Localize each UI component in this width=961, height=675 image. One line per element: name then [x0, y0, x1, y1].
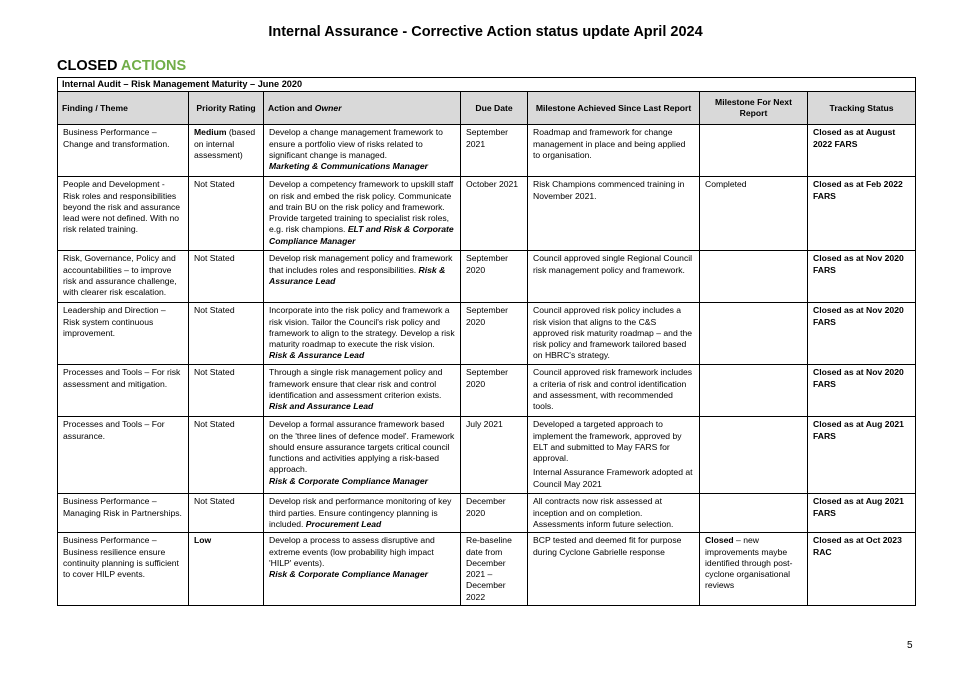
header-tracking-status: Tracking Status: [808, 92, 916, 125]
milestone-next-text: Completed: [705, 179, 747, 190]
cell-milestone-achieved: [528, 494, 700, 533]
milestone-achieved-extra: Internal Assurance Framework adopted at Council May 2021: [533, 467, 693, 489]
cell-action: [264, 303, 461, 365]
table-row: [58, 533, 916, 606]
milestone-achieved-text: Council approved risk policy includes a risk vision that aligns to the C&S approved risk maturity roadmap – and the risk policy and framework tailored based on HBRC's strategy.: [533, 305, 693, 361]
cell-finding: Risk, Governance, Policy and accountabilities – to improve risk and assurance challenge, with clearer risk escalation.: [58, 251, 189, 303]
action-text: Develop a process to assess disruptive and extreme events (low probability high impact 'HILP' events).: [269, 535, 435, 568]
cell-finding: Business Performance – Change and transformation.: [58, 125, 189, 177]
cell-milestone-achieved: [528, 125, 700, 177]
page-number: 5: [907, 640, 913, 651]
action-text: Develop risk and performance monitoring of key third parties. Ensure contingency planning is included.: [269, 496, 452, 529]
priority-text: Not Stated: [194, 367, 235, 378]
milestone-next-emphasis: Closed: [705, 535, 734, 546]
cell-action: [264, 533, 461, 606]
header-priority: Priority Rating: [189, 92, 264, 125]
cell-milestone-next: [700, 251, 808, 303]
cell-finding: Leadership and Direction – Risk system continuous improvement.: [58, 303, 189, 365]
action-text: Develop a formal assurance framework based on the 'three lines of defence model'. Framework should ensure assurance targets critical council functions and activities applying a risk-based approach.: [269, 419, 455, 475]
section-title-actions: ACTIONS: [120, 58, 187, 74]
cell-milestone-achieved: [528, 417, 700, 494]
cell-due-date: September 2020: [461, 365, 528, 417]
priority-emphasis: Low: [194, 535, 212, 546]
cell-tracking-status: Closed as at Nov 2020 FARS: [808, 365, 916, 417]
cell-tracking-status: Closed as at August 2022 FARS: [808, 125, 916, 177]
cell-tracking-status: Closed as at Feb 2022 FARS: [808, 177, 916, 251]
priority-text: Not Stated: [194, 253, 235, 264]
milestone-achieved-text: All contracts now risk assessed at inception and on completion. Assessments inform future selection.: [533, 496, 674, 529]
cell-priority: [189, 365, 264, 417]
milestone-achieved-text: Developed a targeted approach to implement the framework, approved by ELT and submitted to May FARS for approval.: [533, 419, 682, 464]
cell-tracking-status: Closed as at Nov 2020 FARS: [808, 251, 916, 303]
cell-milestone-next: [700, 125, 808, 177]
header-action: [264, 92, 461, 125]
action-owner: Risk & Assurance Lead: [269, 264, 446, 286]
cell-tracking-status: Closed as at Aug 2021 FARS: [808, 494, 916, 533]
action-text: Develop a change management framework to ensure a portfolio view of risks related to significant change is managed.: [269, 127, 443, 160]
priority-text: Not Stated: [194, 179, 235, 190]
header-due-date: Due Date: [461, 92, 528, 125]
table-row: [58, 417, 916, 494]
cell-finding: Processes and Tools – For assurance.: [58, 417, 189, 494]
milestone-achieved-text: Risk Champions commenced training in November 2021.: [533, 179, 685, 201]
milestone-achieved-text: BCP tested and deemed fit for purpose during Cyclone Gabrielle response: [533, 535, 682, 557]
cell-milestone-achieved: [528, 177, 700, 251]
cell-milestone-next: [700, 365, 808, 417]
cell-milestone-achieved: [528, 533, 700, 606]
cell-action: [264, 417, 461, 494]
action-owner: Risk and Assurance Lead: [269, 401, 374, 412]
cell-action: [264, 365, 461, 417]
page-title: Internal Assurance - Corrective Action status update April 2024: [268, 24, 703, 40]
cell-tracking-status: Closed as at Aug 2021 FARS: [808, 417, 916, 494]
cell-due-date: Re-baseline date from December 2021 – December 2022: [461, 533, 528, 606]
header-action-plain: Action and: [268, 102, 315, 113]
action-text: Through a single risk management policy and framework ensure that clear risk and control identification and assessment criterion exists.: [269, 367, 443, 400]
action-owner: Procurement Lead: [305, 518, 382, 529]
milestone-achieved-text: Council approved risk framework includes a criteria of risk and control identification and assessment, with recommended tools.: [533, 367, 693, 412]
cell-priority: [189, 251, 264, 303]
priority-text: Not Stated: [194, 419, 235, 430]
table-caption: Internal Audit – Risk Management Maturity – June 2020: [58, 78, 916, 92]
section-title: [57, 58, 186, 74]
priority-emphasis: Medium: [194, 127, 227, 138]
action-owner: Risk & Corporate Compliance Manager: [269, 475, 429, 486]
action-text: Develop risk management policy and framework that includes roles and responsibilities.: [269, 253, 453, 275]
cell-tracking-status: Closed as at Oct 2023 RAC: [808, 533, 916, 606]
table-row: [58, 177, 916, 251]
header-action-owner: Owner: [314, 102, 342, 113]
cell-due-date: October 2021: [461, 177, 528, 251]
cell-milestone-next: [700, 303, 808, 365]
cell-action: [264, 177, 461, 251]
action-owner: Risk & Corporate Compliance Manager: [269, 569, 429, 580]
cell-due-date: September 2021: [461, 125, 528, 177]
table-row: [58, 251, 916, 303]
cell-due-date: December 2020: [461, 494, 528, 533]
cell-priority: [189, 177, 264, 251]
action-owner: Marketing & Communications Manager: [269, 161, 429, 172]
cell-tracking-status: Closed as at Nov 2020 FARS: [808, 303, 916, 365]
cell-milestone-achieved: [528, 303, 700, 365]
cell-action: [264, 125, 461, 177]
cell-priority: [189, 533, 264, 606]
corrective-actions-table: [57, 77, 916, 606]
action-owner: Risk & Assurance Lead: [269, 350, 365, 361]
milestone-achieved-text: Roadmap and framework for change management in place and being applied to organisation.: [533, 127, 686, 160]
cell-due-date: September 2020: [461, 303, 528, 365]
priority-text: (based on internal assessment): [194, 127, 256, 160]
cell-finding: Processes and Tools – For risk assessment and mitigation.: [58, 365, 189, 417]
table-header-row: [58, 92, 916, 125]
table-row: [58, 125, 916, 177]
action-text: Incorporate into the risk policy and framework a risk vision. Tailor the Council's risk policy and framework to align to the strategy. Develop a risk maturity roadmap to execute the risk vision.: [269, 305, 455, 350]
cell-milestone-next: [700, 533, 808, 606]
cell-milestone-next: [700, 177, 808, 251]
priority-text: Not Stated: [194, 305, 235, 316]
cell-priority: [189, 494, 264, 533]
priority-text: Not Stated: [194, 496, 235, 507]
table-caption-row: [58, 78, 916, 92]
cell-priority: [189, 125, 264, 177]
table-row: [58, 303, 916, 365]
cell-finding: Business Performance – Managing Risk in Partnerships.: [58, 494, 189, 533]
cell-due-date: July 2021: [461, 417, 528, 494]
header-milestone-next: Milestone For Next Report: [700, 92, 808, 125]
cell-action: [264, 494, 461, 533]
cell-milestone-next: [700, 494, 808, 533]
table-row: [58, 365, 916, 417]
cell-milestone-achieved: [528, 251, 700, 303]
cell-priority: [189, 417, 264, 494]
cell-finding: Business Performance – Business resilience ensure continuity planning is sufficient to cover HILP events.: [58, 533, 189, 606]
cell-due-date: September 2020: [461, 251, 528, 303]
header-milestone-achieved: Milestone Achieved Since Last Report: [528, 92, 700, 125]
cell-action: [264, 251, 461, 303]
cell-milestone-next: [700, 417, 808, 494]
table-row: [58, 494, 916, 533]
cell-priority: [189, 303, 264, 365]
cell-milestone-achieved: [528, 365, 700, 417]
cell-finding: People and Development - Risk roles and responsibilities beyond the risk and assurance lead were not defined. With no risk related training.: [58, 177, 189, 251]
milestone-achieved-text: Council approved single Regional Council risk management policy and framework.: [533, 253, 693, 275]
action-text: Develop a competency framework to upskill staff on risk and embed the risk policy. Communicate and train BU on the risk policy and framework. Provide targeted training to specialist risk roles, e.g. risk champions.: [269, 179, 454, 235]
milestone-next-text: – new improvements maybe identified through post-cyclone organisational reviews: [705, 535, 793, 591]
header-finding: Finding / Theme: [58, 92, 189, 125]
section-title-closed: CLOSED: [57, 58, 118, 74]
action-owner: ELT and Risk & Corporate Compliance Manager: [269, 224, 454, 246]
